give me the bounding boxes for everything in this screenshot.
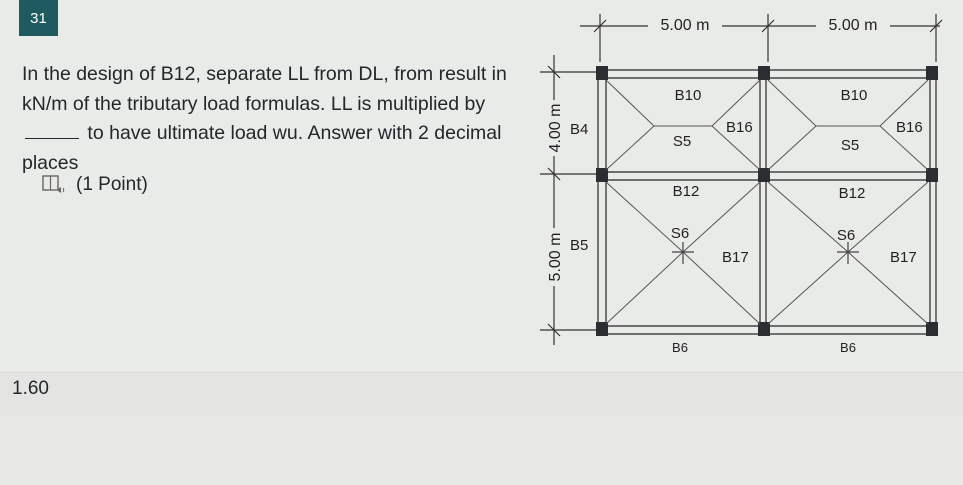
beam-lines [598,70,936,334]
structural-floor-plan [520,0,963,360]
dimension-label-top-right: 5.00 m [828,17,878,34]
question-text [22,60,517,178]
dimension-left [540,55,600,345]
question-text-part1: In the design of B12, separate LL from DL, from result in kN/m of the tributary load formulas. LL is multiplied by [22,63,507,115]
label-b16-left: B16 [726,119,753,136]
label-s5-left: S5 [672,133,692,150]
dimension-label-side-lower: 5.00 m [547,232,564,282]
label-b4: B4 [570,121,589,138]
lower-area [0,416,963,485]
tributary-lines [606,80,928,324]
dimension-label-side-upper: 4.00 m [547,103,564,153]
question-text-part2: to have ultimate load wu. Answer with 2 decimal places [22,122,502,174]
label-b10-right: B10 [840,87,868,104]
label-b17-left: B17 [722,249,749,266]
immersive-reader-icon[interactable] [42,174,66,196]
label-b17-right: B17 [890,249,917,266]
points-label: (1 Point) [76,174,148,195]
answer-value: 1.60 [12,378,49,399]
label-b5: B5 [570,237,589,254]
question-number: 31 [19,0,58,36]
label-b10-left: B10 [674,87,702,104]
label-s5-right: S5 [840,137,860,154]
label-b6-right: B6 [840,340,856,355]
answer-field[interactable] [0,372,963,417]
points-row [42,174,148,196]
columns [596,66,938,336]
label-b16-right: B16 [896,119,923,136]
answer-blank [25,123,79,139]
dimension-label-top-left: 5.00 m [660,17,710,34]
label-b6-left: B6 [672,340,688,355]
label-b12-right: B12 [838,185,866,202]
label-s6-right: S6 [836,227,856,244]
label-s6-left: S6 [670,225,690,242]
label-b12-left: B12 [672,183,700,200]
